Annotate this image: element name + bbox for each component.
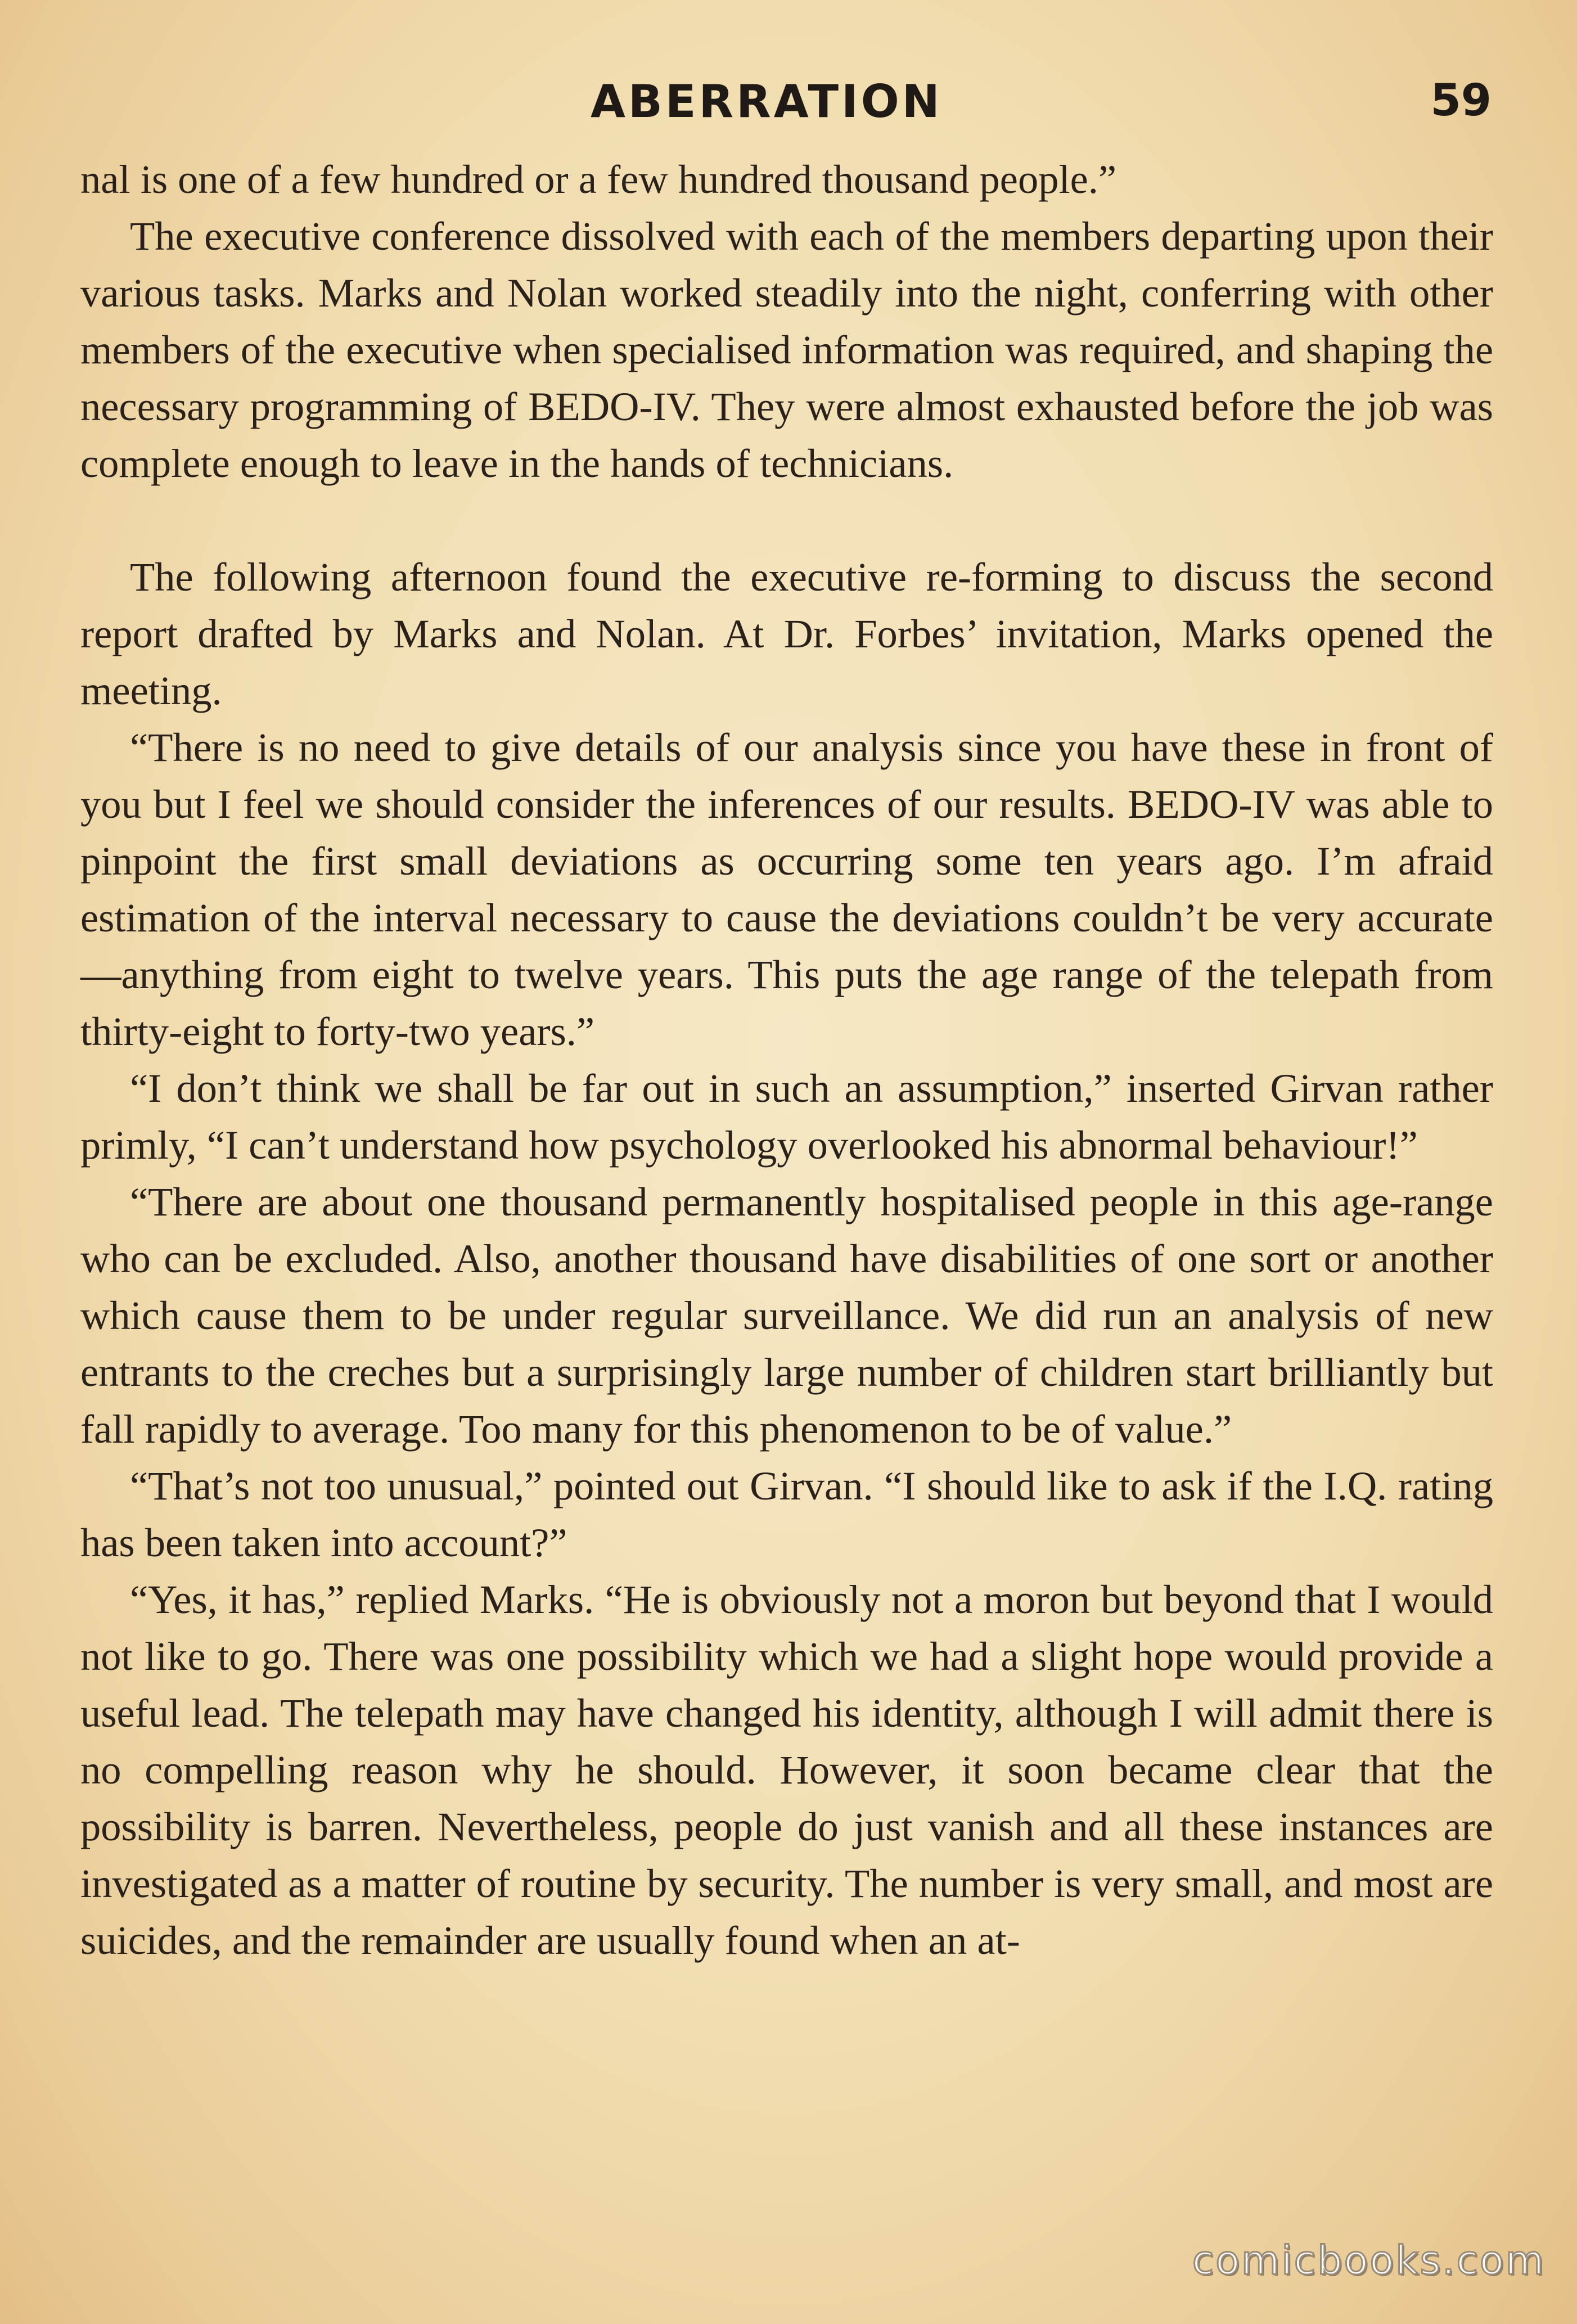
paragraph: “There are about one thousand permanently hospitalised people in this age-range who can be excluded. Also, another thousand have disabilities of one sort or another which cause them to be under regular surveillance. We did run an analysis of new entrants to the creches but a surprisingly large number of children start brilliantly but fall rapidly to average. Too many for this phenomenon to be of value.” [80,1179,1493,1452]
paragraph: “Yes, it has,” replied Marks. “He is obviously not a moron but beyond that I would not like to go. There was one possibility which we had a slight hope would provide a useful lead. The telepath may have changed his identity, although I will admit there is no compelling reason why he should. However, it soon became clear that the possibility is barren. Nevertheless, people do just vanish and all these instances are investigated as a matter of routine by security. The number is very small, and most are suicides, and the remainder are usually found when an at- [80,1577,1493,1963]
body-text [80,151,1493,1969]
watermark: comicbooks.com [1192,2237,1546,2284]
paragraph: “I don’t think we shall be far out in such an assumption,” inserted Girvan rather primly, “I can’t understand how psychology overlooked his abnormal behaviour!” [80,1065,1493,1168]
paragraph: “There is no need to give details of our analysis since you have these in front of you but I feel we should consider the inferences of our results. BEDO-IV was able to pinpoint the first small deviations as occurring some ten years ago. I’m afraid estimation of the interval necessary to cause the deviations couldn’t be very accurate—anything from eight to twelve years. This puts the age range of the telepath from thirty-eight to forty-two years.” [80,724,1493,1054]
running-header [0,67,1577,135]
paragraph-continuation: nal is one of a few hundred or a few hundred thousand people.” [80,156,1117,202]
running-title: ABERRATION [591,75,943,128]
page-number: 59 [1430,75,1492,126]
paragraph-section-start: The following afternoon found the executive re-forming to discuss the second report drafted by Marks and Nolan. At Dr. Forbes’ invitation, Marks opened the meeting. [80,554,1493,713]
paragraph: “That’s not too unusual,” pointed out Girvan. “I should like to ask if the I.Q. rating has been taken into account?” [80,1463,1493,1565]
paragraph: The executive conference dissolved with each of the members departing upon their various tasks. Marks and Nolan worked steadily into the night, conferring with other members of the executive when specialised information was required, and shaping the necessary programming of BEDO-IV. They were almost exhausted before the job was complete enough to leave in the hands of technicians. [80,213,1493,486]
